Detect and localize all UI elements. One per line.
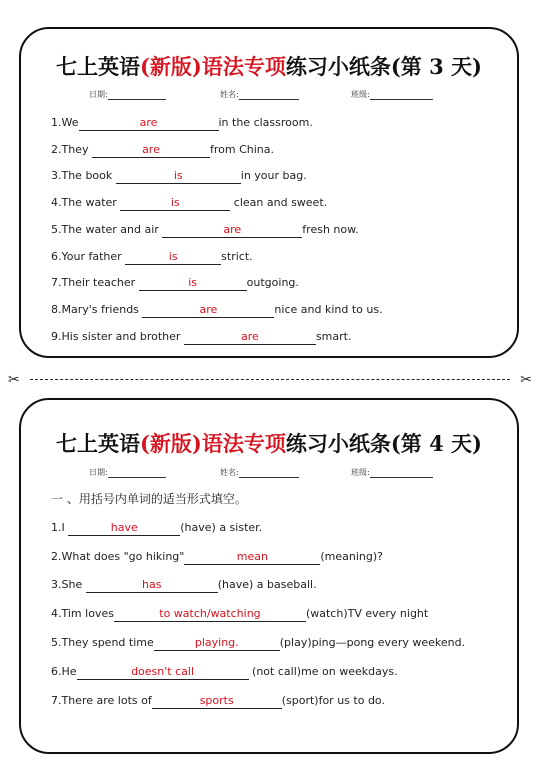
name-field[interactable] — [239, 468, 299, 478]
answer-blank[interactable]: are — [92, 143, 210, 158]
worksheet-title: 七上英语(新版)语法专项练习小纸条(第 3 天) — [56, 54, 482, 79]
exercise-item: 2.They are from China. — [51, 143, 274, 156]
exercise-item: 1.We are in the classroom. — [51, 116, 313, 129]
name-label: 姓名: — [220, 468, 239, 477]
date-label: 日期: — [89, 468, 108, 477]
answer-blank[interactable]: are — [184, 330, 316, 345]
answer-blank[interactable]: has — [86, 578, 218, 593]
exercise-item: 4.Tim loves to watch/watching (watch)TV every night — [51, 607, 429, 620]
class-field[interactable] — [370, 90, 433, 100]
answer-blank[interactable]: are — [79, 116, 219, 131]
scissors-icon: ✂ — [520, 372, 532, 388]
answer-blank[interactable]: to watch/watching — [114, 607, 306, 622]
answer-blank[interactable]: are — [142, 303, 274, 318]
answer-blank[interactable]: is — [139, 276, 247, 291]
answer-blank[interactable]: mean — [184, 550, 320, 565]
answer-blank[interactable]: is — [125, 250, 221, 265]
exercise-item: 3.The book is in your bag. — [51, 169, 307, 182]
class-field[interactable] — [370, 468, 433, 478]
exercise-item: 2.What does "go hiking" mean (meaning)? — [51, 550, 383, 563]
answer-blank[interactable]: sports — [152, 694, 282, 709]
exercise-item: 4.The water is clean and sweet. — [51, 196, 328, 209]
worksheet-day3 — [19, 27, 519, 358]
answer-blank[interactable]: playing. — [154, 636, 280, 651]
exercise-item: 8.Mary's friends are nice and kind to us. — [51, 303, 383, 316]
class-label: 班级: — [351, 90, 370, 99]
answer-blank[interactable]: are — [162, 223, 302, 238]
name-label: 姓名: — [220, 90, 239, 99]
answer-blank[interactable]: is — [116, 169, 241, 184]
date-field[interactable] — [108, 468, 166, 478]
date-label: 日期: — [89, 90, 108, 99]
instruction-heading: 一 、用括号内单词的适当形式填空。 — [51, 492, 247, 506]
name-field[interactable] — [239, 90, 299, 100]
dashed-line — [30, 379, 510, 380]
exercise-item: 3.She has (have) a baseball. — [51, 578, 317, 591]
exercise-item: 6.Your father is strict. — [51, 250, 253, 263]
answer-blank[interactable]: is — [120, 196, 230, 211]
scissors-icon: ✂ — [8, 372, 20, 388]
worksheet-title: 七上英语(新版)语法专项练习小纸条(第 4 天) — [56, 431, 482, 456]
class-label: 班级: — [351, 468, 370, 477]
date-field[interactable] — [108, 90, 166, 100]
exercise-item: 5.They spend time playing. (play)ping—pong every weekend. — [51, 636, 466, 649]
answer-blank[interactable]: doesn't call — [77, 665, 249, 680]
answer-blank[interactable]: have — [68, 521, 180, 536]
cut-line — [8, 373, 532, 387]
exercise-item: 6.He doesn't call (not call)me on weekdays. — [51, 665, 398, 678]
exercise-item: 5.The water and air are fresh now. — [51, 223, 359, 236]
exercise-item: 7.There are lots of sports (sport)for us to do. — [51, 694, 385, 707]
exercise-item: 9.His sister and brother are smart. — [51, 330, 352, 343]
exercise-item: 1.I have (have) a sister. — [51, 521, 263, 534]
worksheet-day4 — [19, 398, 519, 754]
exercise-item: 7.Their teacher is outgoing. — [51, 276, 299, 289]
